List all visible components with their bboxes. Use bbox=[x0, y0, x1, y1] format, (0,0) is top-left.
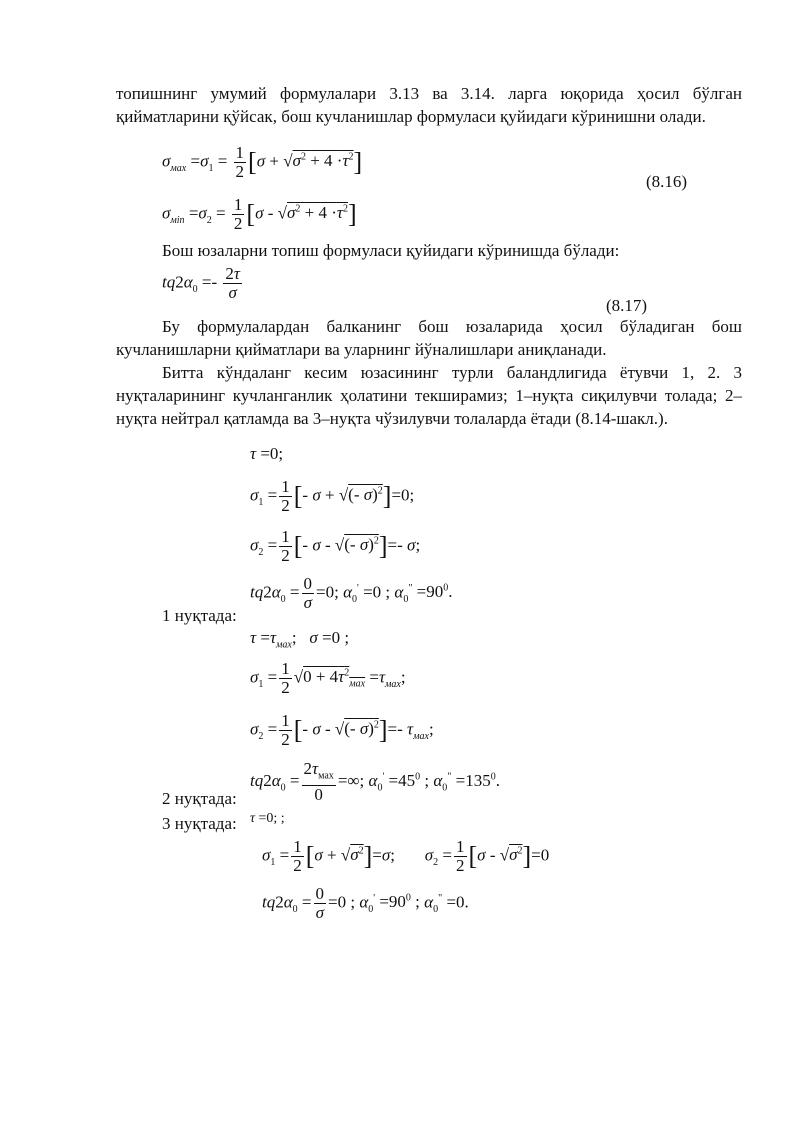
paragraph-formulas-result: Бу формулалардан балканинг бош юзаларида ҳосил бўладиган бош кучланишларни қийматлари ва уларнинг йўналишлари аниқланади. bbox=[116, 317, 742, 359]
formula-p2-tg2alpha: $tq2\alpha_0$ = $\frac{2\tau_{мах}}{0}$ =∞; $\alpha_0' =45^0$ ; $\alpha_0^" =135^0$. bbox=[250, 759, 500, 805]
formula-p3-tg2alpha: $tq2\alpha_0$ = $\frac{0}{\sigma}$ =0 ; $\alpha_0' =90^0$ ; $\alpha_0^" =0$. bbox=[262, 884, 469, 922]
formula-p2-sigma2: $\sigma_2$ = $\frac{1}{2}$ [- σ - √(- σ)$^2$]=- $\tau_{мах}$; bbox=[250, 711, 434, 749]
formula-p3-tau: τ =0; ; bbox=[250, 811, 285, 826]
label-point-3: 3 нуқтада: bbox=[162, 814, 237, 833]
formula-p2-sigma1: $\sigma_1$ = $\frac{1}{2}$ $√0 + 4\tau^2_{мах} =\tau_{мах}$; bbox=[250, 659, 406, 697]
formula-p1-tg2alpha: $tq2\alpha_0$ = $\frac{0}{\sigma}$ =0; $\alpha_0' =0$ ; $\alpha_0^" =90^0$. bbox=[250, 574, 453, 612]
equation-number-8-16: (8.16) bbox=[646, 172, 688, 191]
formula-p1-sigma2: $\sigma_2$ = $\frac{1}{2}$ [- σ - √(- σ)$^2$]=- σ; bbox=[250, 527, 421, 565]
paragraph-intro: топишнинг умумий формулалари 3.13 ва 3.14. ларга юқорида ҳосил бўлган қийматларини қўйсак, бош кучланишлар формуласи қуйидаги кўринишни олади. bbox=[116, 84, 742, 126]
formula-sigma-max: $\sigma_{мах} =\sigma_1$ = $\frac{1}{2}$ $[\sigma + √\sigma^2 + 4 \cdot\tau^2]$ bbox=[162, 143, 363, 181]
paragraph-principal-planes: Бош юзаларни топиш формуласи қуйидаги кўринишда бўлади: bbox=[162, 241, 620, 260]
formula-sigma-min: $\sigma_{міп} =\sigma_2$ = $\frac{1}{2}$ $[\sigma - √\sigma^2 + 4 \cdot\tau^2]$ bbox=[162, 195, 357, 233]
formula-tg2alpha: $tq2\alpha_0$ =- $\frac{2\tau}{\sigma}$ bbox=[162, 264, 241, 302]
equation-number-8-17: (8.17) bbox=[606, 296, 648, 315]
formula-p2-tau: $\tau =\tau_{мах}$; σ =0 ; bbox=[250, 628, 350, 651]
paragraph-points-check: Битта кўндаланг кесим юзасининг турли баландлигида ётувчи 1, 2. 3 нуқталарининг кучланганлик ҳолатини текширамиз; 1–нуқта сиқилувчи толада; 2–нуқта нейтрал қатламда ва 3–нуқта чўзилувчи толаларда ётади (8.14-шакл.). bbox=[116, 363, 742, 428]
label-point-2: 2 нуқтада: bbox=[162, 789, 237, 808]
formula-p3-sigmas: $\sigma_1$ = $\frac{1}{2}$ $[\sigma + √\sigma^2]=\sigma$; $\sigma_2$ = $\frac{1}{2}$ $[\sigma - √\sigma^2]=0$ bbox=[262, 837, 550, 875]
formula-p1-sigma1: $\sigma_1$ = $\frac{1}{2}$ [- σ + √(- σ)$^2$]=0; bbox=[250, 477, 415, 515]
formula-p1-tau: τ =0; bbox=[250, 444, 284, 463]
label-point-1: 1 нуқтада: bbox=[162, 606, 237, 625]
